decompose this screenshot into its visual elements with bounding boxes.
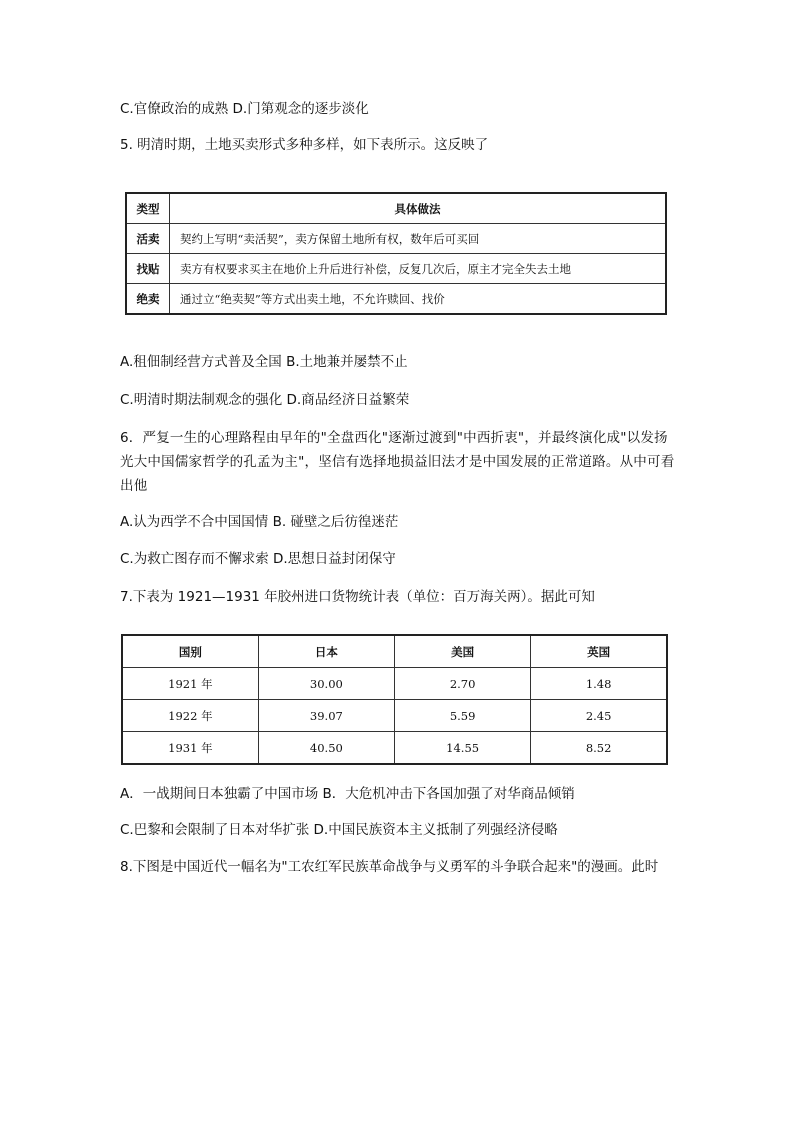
table-header-cell: 类型 — [126, 193, 170, 224]
table-header-cell: 具体做法 — [170, 193, 667, 224]
table-cell: 8.52 — [531, 732, 667, 765]
question-8: 8.下图是中国近代一幅名为"工农红军民族革命战争与义勇军的斗争联合起来"的漫画。此时 — [120, 859, 659, 875]
table-cell: 2.70 — [395, 668, 531, 700]
question-6: 6．严复一生的心理路程由早年的"全盘西化"逐渐过渡到"中西折衷"，并最终演化成"以发扬光大中国儒家哲学的孔孟为主"，坚信有选择地损益旧法才是中国发展的正常道路。从中可看出他 — [120, 430, 675, 494]
table-row — [126, 224, 666, 254]
table-cell: 40.50 — [258, 732, 394, 765]
q7-options-a-b: A．一战期间日本独霸了中国市场 B．大危机冲击下各国加强了对华商品倾销 — [120, 786, 575, 802]
table-row — [122, 668, 667, 700]
table-header-row — [122, 635, 667, 668]
q7-options-c-d: C.巴黎和会限制了日本对华扩张 D.中国民族资本主义抵制了列强经济侵略 — [120, 822, 558, 838]
table-header-cell: 美国 — [395, 635, 531, 668]
question-5: 5. 明清时期，土地买卖形式多种多样，如下表所示。这反映了 — [120, 137, 489, 153]
table-header-cell: 英国 — [531, 635, 667, 668]
option-line-c-d-q4: C.官僚政治的成熟 D.门第观念的逐步淡化 — [120, 101, 369, 117]
q5-options-a-b: A.租佃制经营方式普及全国 B.土地兼并屡禁不止 — [120, 354, 408, 370]
table-row — [126, 284, 666, 315]
table-row — [126, 254, 666, 284]
table-header-cell: 国别 — [122, 635, 258, 668]
table-row — [122, 700, 667, 732]
q5-options-c-d: C.明清时期法制观念的强化 D.商品经济日益繁荣 — [120, 392, 410, 408]
table-cell: 39.07 — [258, 700, 394, 732]
table-cell: 找贴 — [126, 254, 170, 284]
table-cell: 1922 年 — [122, 700, 258, 732]
table-cell: 30.00 — [258, 668, 394, 700]
table-cell: 1921 年 — [122, 668, 258, 700]
table-cell: 通过立“绝卖契”等方式出卖土地，不允许赎回、找价 — [170, 284, 667, 315]
jiaozhou-import-table — [121, 634, 668, 765]
table-cell: 绝卖 — [126, 284, 170, 315]
q6-options-a-b: A.认为西学不合中国国情 B. 碰壁之后彷徨迷茫 — [120, 514, 399, 530]
table-cell: 1931 年 — [122, 732, 258, 765]
table-cell: 活卖 — [126, 224, 170, 254]
table-cell: 契约上写明“卖活契”，卖方保留土地所有权，数年后可买回 — [170, 224, 667, 254]
table-cell: 14.55 — [395, 732, 531, 765]
table-cell: 5.59 — [395, 700, 531, 732]
table-header-cell: 日本 — [258, 635, 394, 668]
table-cell: 2.45 — [531, 700, 667, 732]
q6-options-c-d: C.为救亡图存而不懈求索 D.思想日益封闭保守 — [120, 551, 396, 567]
table-row — [122, 732, 667, 765]
table-cell: 卖方有权要求买主在地价上升后进行补偿，反复几次后，原主才完全失去土地 — [170, 254, 667, 284]
table-cell: 1.48 — [531, 668, 667, 700]
question-7: 7.下表为 1921—1931 年胶州进口货物统计表（单位：百万海关两）。据此可知 — [120, 589, 595, 605]
table-header-row — [126, 193, 666, 224]
land-sale-table — [125, 192, 667, 315]
